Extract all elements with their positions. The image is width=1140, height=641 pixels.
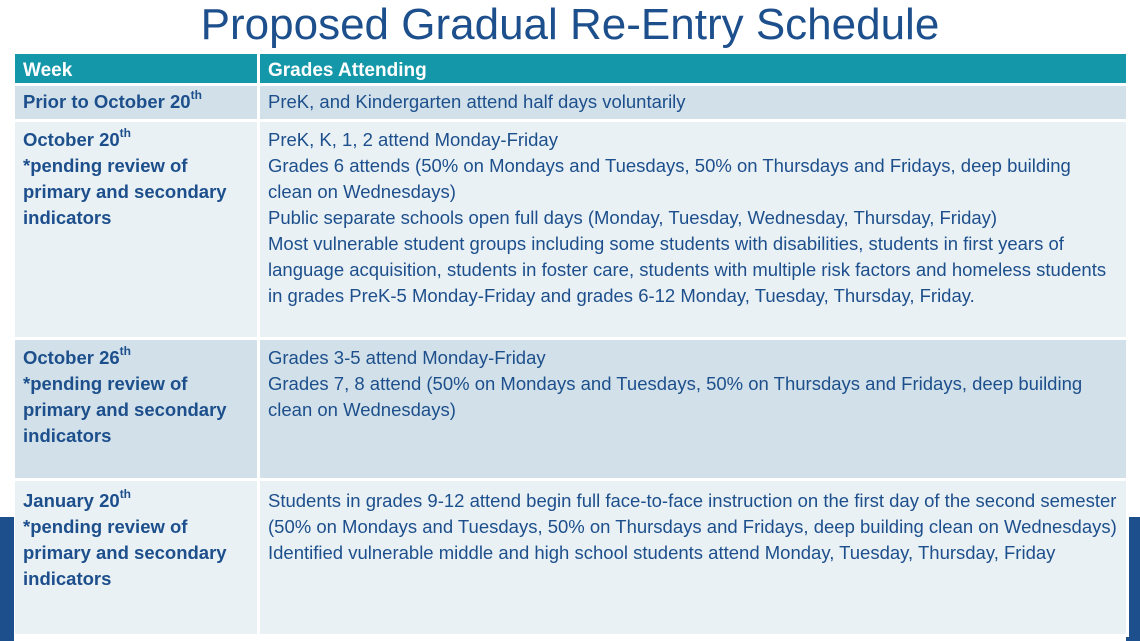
header-week: Week [15,54,260,86]
grades-line: Identified vulnerable middle and high school students attend Monday, Tuesday, Thursday, Friday [268,542,1056,563]
grades-cell [260,481,1129,637]
page-title: Proposed Gradual Re-Entry Schedule [200,0,940,49]
pending-note: *pending review of primary and secondary indicators [23,373,227,446]
grades-cell [260,122,1129,340]
grades-line: PreK, and Kindergarten attend half days voluntarily [268,91,686,112]
week-ordinal: th [190,87,202,102]
grades-cell [260,86,1129,122]
grades-line: Public separate schools open full days (Monday, Tuesday, Wednesday, Thursday, Friday) [268,207,998,228]
header-grades-attending: Grades Attending [260,54,1129,86]
table-row [15,481,1129,637]
table-header-row [15,54,1129,86]
week-cell [15,340,260,481]
week-cell [15,122,260,340]
week-ordinal: th [119,125,131,140]
week-label: Prior to October 20 [23,91,191,112]
table-row [15,340,1129,481]
grades-line: Grades 7, 8 attend (50% on Mondays and Tuesdays, 50% on Thursdays and Fridays, deep building clean on Wednesdays) [268,373,1083,420]
pending-note: *pending review of primary and secondary indicators [23,516,227,589]
table-row [15,86,1129,122]
week-cell [15,481,260,637]
week-ordinal: th [119,343,131,358]
schedule-table [15,54,1129,637]
pending-note: *pending review of primary and secondary indicators [23,155,227,228]
week-label: October 26 [23,347,120,368]
table-row [15,122,1129,340]
week-label: January 20 [23,490,120,511]
grades-line: Grades 6 attends (50% on Mondays and Tuesdays, 50% on Thursdays and Fridays, deep building clean on Wednesdays) [268,155,1071,202]
week-label: October 20 [23,129,120,150]
week-cell [15,86,260,122]
grades-line: Grades 3-5 attend Monday-Friday [268,347,546,368]
week-ordinal: th [119,486,132,501]
grades-line: PreK, K, 1, 2 attend Monday-Friday [268,129,558,150]
grades-cell [260,340,1129,481]
grades-line: Students in grades 9-12 attend begin full face-to-face instruction on the first day of the second semester (50% on Mondays and Tuesdays, 50% on Thursdays and Fridays, deep building clean on Wednesdays) [268,490,1117,537]
left-accent-bar [0,517,14,641]
grades-line: Most vulnerable student groups including some students with disabilities, students in first years of language acquisition, students in foster care, students with multiple risk factors and homeless students in grades PreK-5 Monday-Friday and grades 6-12 Monday, Tuesday, Thursday, Friday. [268,233,1107,306]
